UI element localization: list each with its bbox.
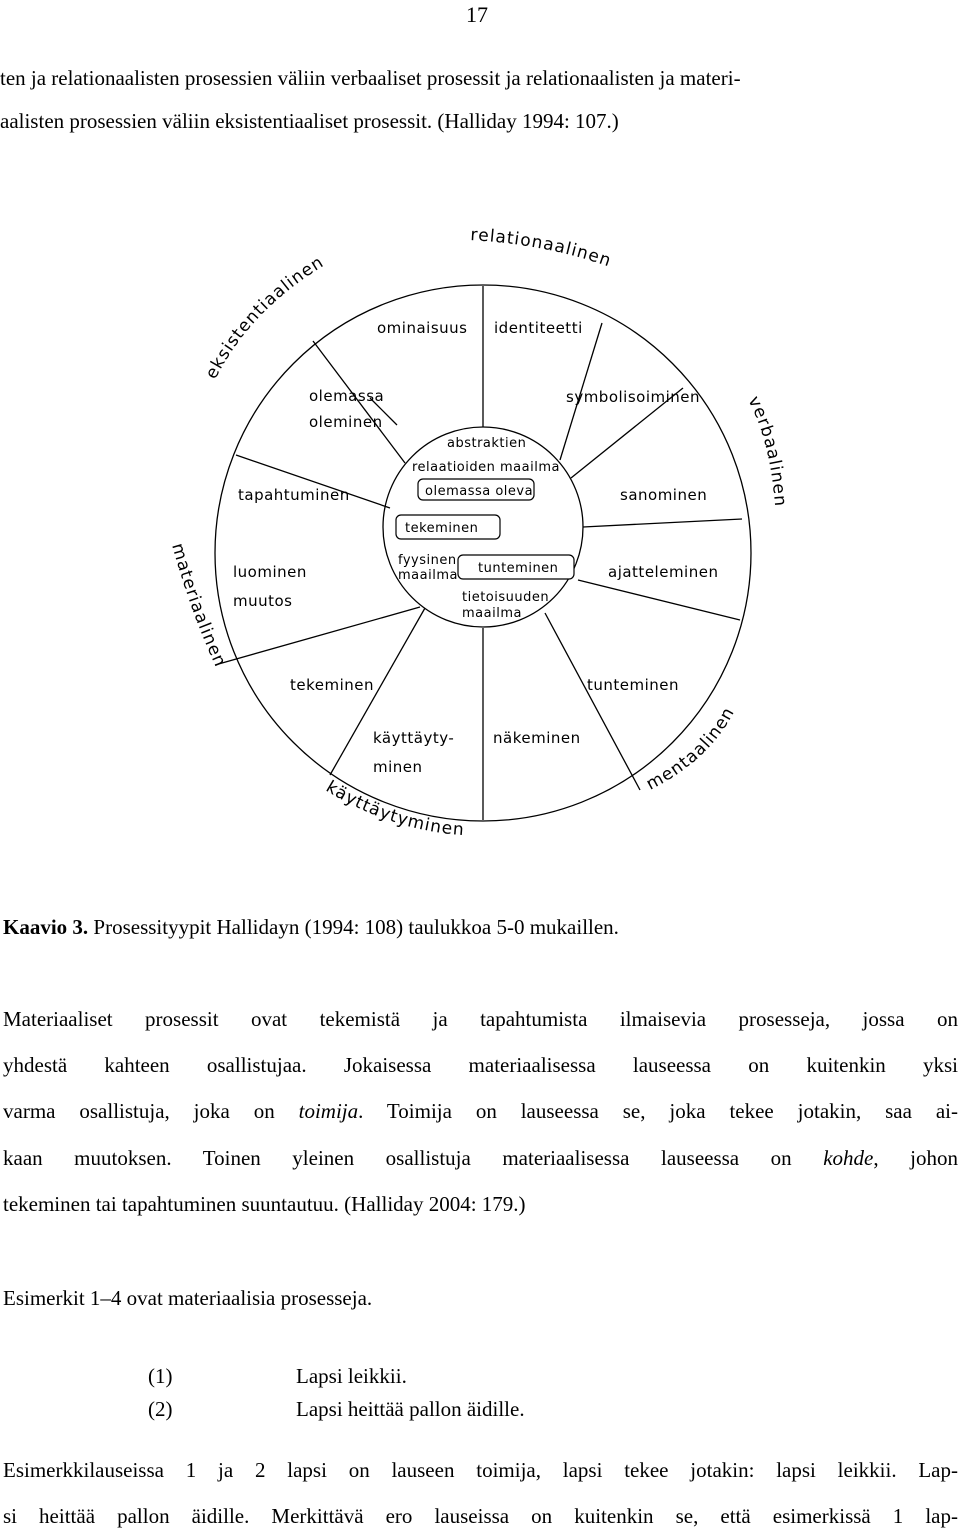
seg-olemassa: olemassa — [309, 387, 385, 405]
seg-symbolisoiminen: symbolisoiminen — [566, 388, 701, 406]
intro-line-2: aalisten prosessien väliin eksistentiaaliset prosessit. (Halliday 1994: 107.) — [0, 109, 619, 133]
seg-nakeminen: näkeminen — [493, 729, 581, 747]
seg-kayttaytyminen-1: käyttäyty- — [373, 729, 455, 747]
inner-tekeminen: tekeminen — [405, 521, 479, 536]
caption-label: Kaavio 3. — [3, 915, 89, 939]
label-materiaalinen: materiaalinen — [167, 540, 231, 671]
para-line-1: Materiaaliset prosessit ovat tekemistä ja tapahtumista ilmaisevia prosesseja, jossa on — [3, 1007, 958, 1031]
caption-text: Prosessityypit Hallidayn (1994: 108) taulukkoa 5-0 mukaillen. — [88, 915, 619, 939]
example-number: (2) — [148, 1397, 173, 1421]
seg-identiteetti: identiteetti — [494, 319, 583, 337]
example-number: (1) — [148, 1364, 173, 1388]
examples-intro: Esimerkit 1–4 ovat materiaalisia prosesseja. — [3, 1286, 373, 1310]
inner-maailma: maailma — [398, 568, 458, 583]
closing-line-2: si heittää pallon äidille. Merkittävä ero lauseissa on kuitenkin se, että esimerkissä 1 lap- — [3, 1504, 958, 1528]
example-text: Lapsi leikkii. — [296, 1364, 407, 1388]
para-line-5: tekeminen tai tapahtuminen suuntautuu. (Halliday 2004: 179.) — [3, 1192, 526, 1216]
seg-oleminen: oleminen — [309, 413, 383, 431]
seg-luominen: luominen — [233, 563, 307, 581]
spokes — [215, 286, 742, 820]
page-number: 17 — [466, 2, 488, 27]
inner-tietoisuuden: tietoisuuden — [462, 590, 550, 605]
para-line-4: kaan muutoksen. Toinen yleinen osallistuja materiaalisessa lauseessa on kohde, johon — [3, 1146, 958, 1170]
figure-caption — [3, 915, 619, 940]
label-relationaalinen: relationaalinen — [469, 225, 615, 272]
seg-kayttaytyminen-2: minen — [373, 758, 423, 776]
seg-muutos: muutos — [233, 592, 293, 610]
seg-tekeminen: tekeminen — [290, 676, 375, 694]
inner-tunteminen: tunteminen — [478, 561, 559, 576]
example-text: Lapsi heittää pallon äidille. — [296, 1397, 525, 1421]
process-types-diagram — [0, 200, 960, 860]
seg-sanominen: sanominen — [620, 486, 708, 504]
term-toimija: toimija — [298, 1099, 359, 1123]
intro-line-1: ten ja relationaalisten prosessien väliin verbaaliset prosessit ja relationaalisten ja materi- — [0, 66, 741, 90]
label-verbaalinen: verbaalinen — [743, 393, 791, 508]
term-kohde: kohde — [823, 1146, 874, 1170]
seg-ominaisuus: ominaisuus — [377, 319, 468, 337]
para-line-3: varma osallistuja, joka on toimija. Toimija on lauseessa se, joka tekee jotakin, saa ai- — [3, 1099, 958, 1123]
inner-maailma-2: maailma — [462, 606, 522, 621]
label-kayttaytyminen: käyttäytyminen — [322, 777, 466, 841]
label-mentaalinen: mentaalinen — [642, 703, 740, 795]
inner-fyysinen: fyysinen — [398, 553, 457, 568]
inner-relaatioiden-maailma: relaatioiden maailma — [412, 460, 560, 475]
label-eksistentiaalinen: eksistentiaalinen — [201, 252, 328, 383]
para-line-2: yhdestä kahteen osallistujaa. Jokaisessa materiaalisessa lauseessa on kuitenkin yksi — [3, 1053, 958, 1077]
inner-abstraktien: abstraktien — [447, 436, 527, 451]
inner-olemassa-oleva: olemassa oleva — [425, 484, 534, 499]
seg-tunteminen: tunteminen — [587, 676, 680, 694]
seg-tapahtuminen: tapahtuminen — [238, 486, 350, 504]
closing-line-1: Esimerkkilauseissa 1 ja 2 lapsi on lauseen toimija, lapsi tekee jotakin: lapsi leikkii. Lap- — [3, 1458, 958, 1482]
seg-ajatteleminen: ajatteleminen — [608, 563, 719, 581]
